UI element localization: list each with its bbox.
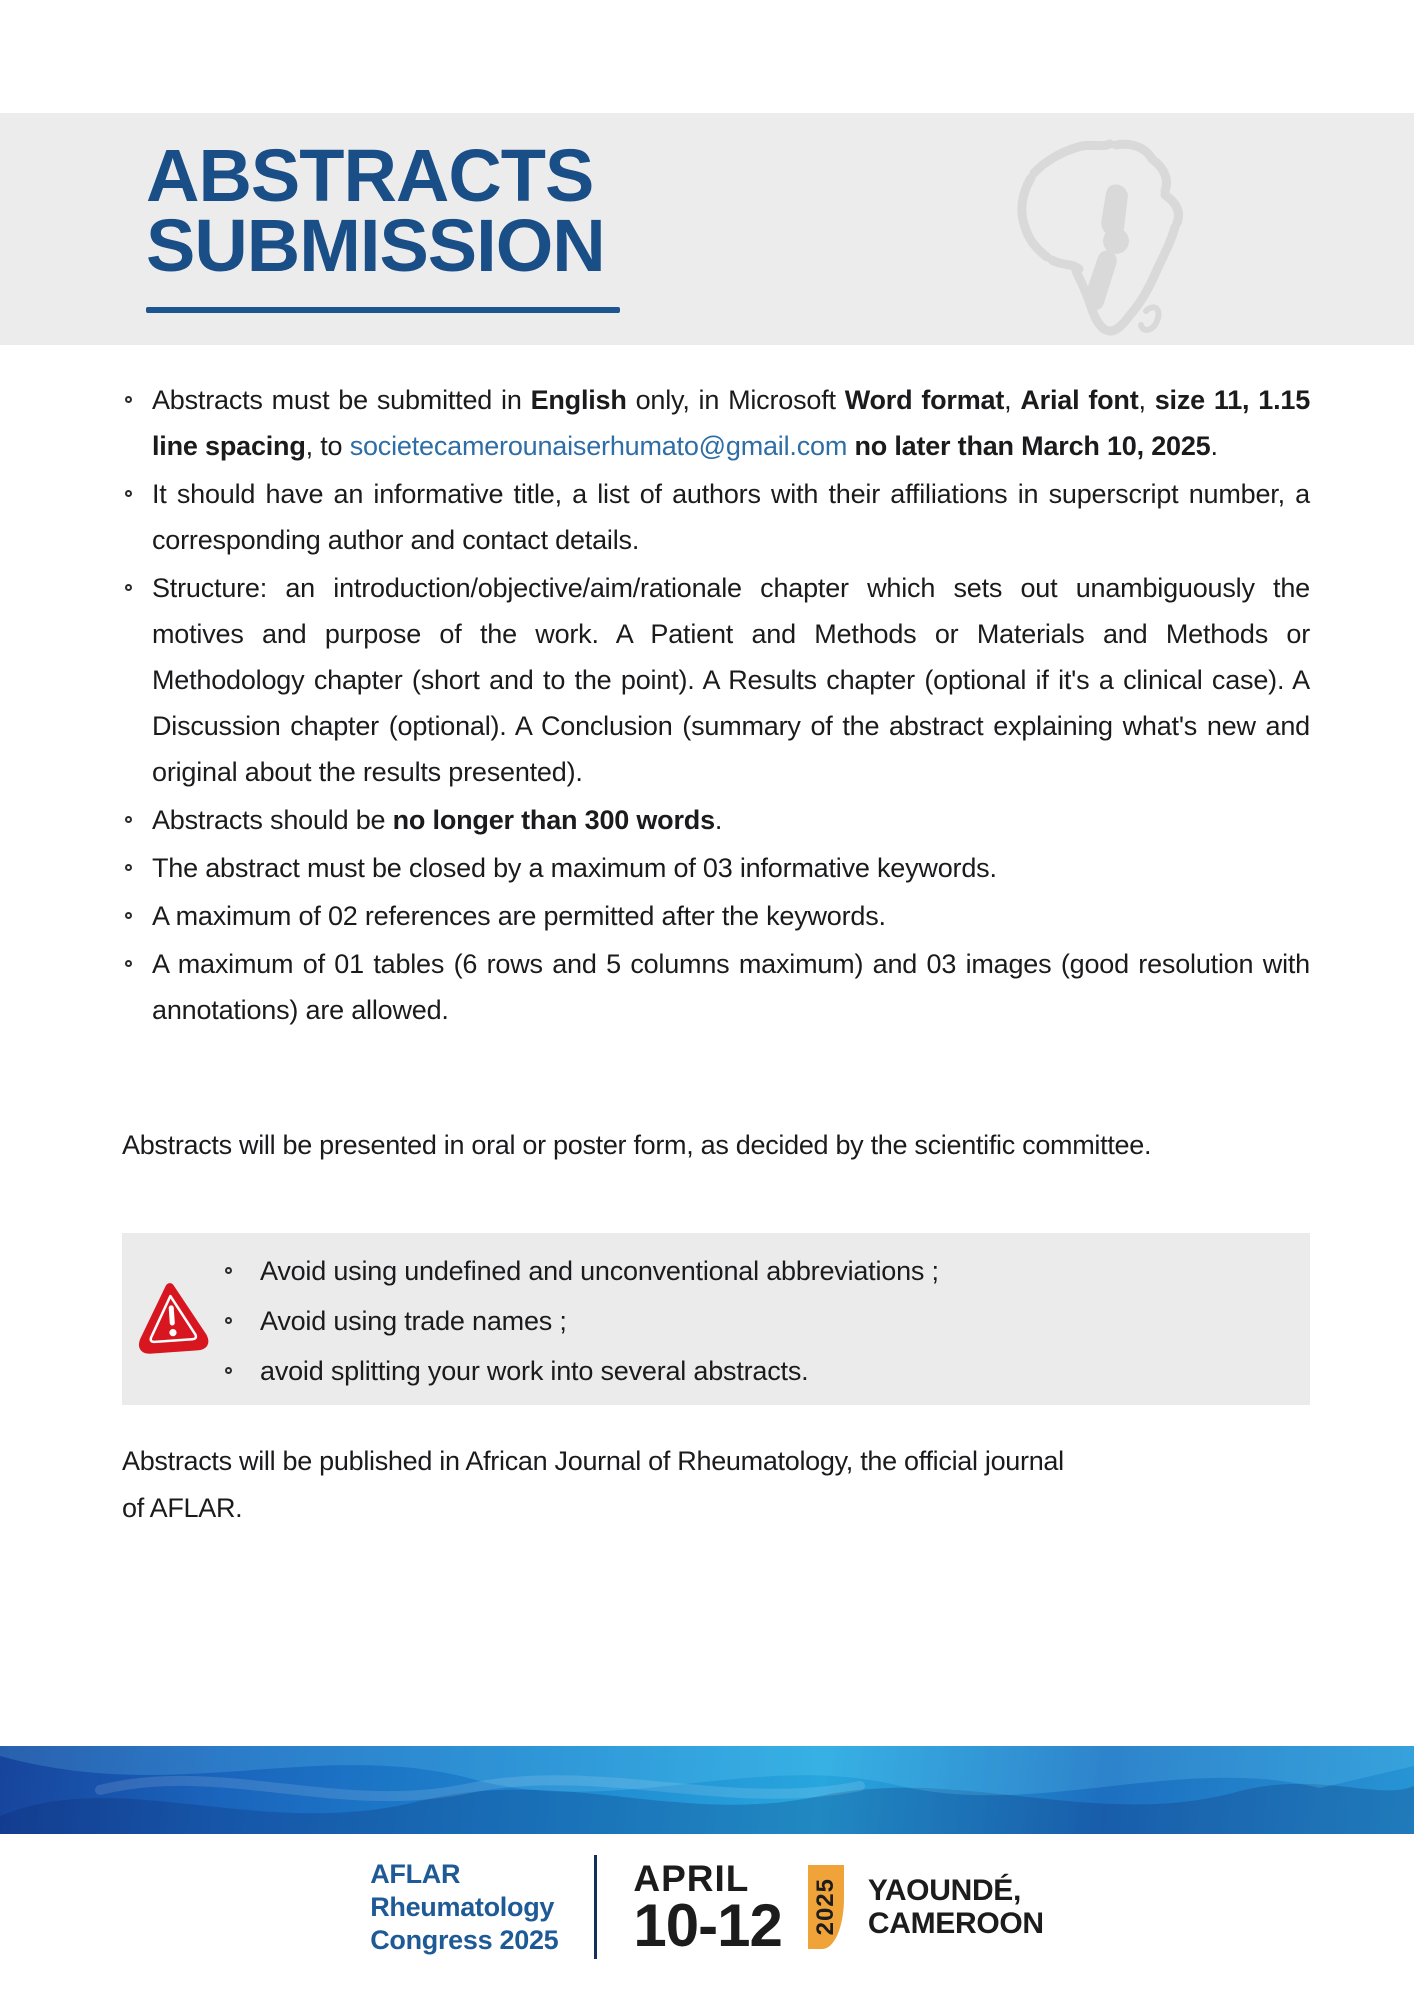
publication-note-line2: of AFLAR.	[122, 1493, 243, 1523]
warning-list-item	[222, 1304, 939, 1338]
footer-wave-band	[0, 1746, 1414, 1834]
warning-list	[222, 1250, 939, 1388]
page-title-line2: SUBMISSION	[146, 204, 605, 287]
page-header	[0, 113, 1414, 345]
warning-triangle-icon	[122, 1280, 222, 1358]
congress-name-line1: AFLAR	[370, 1858, 461, 1889]
list-item	[122, 893, 1310, 939]
body-text: .	[714, 805, 723, 835]
congress-name	[370, 1858, 558, 1957]
presentation-note: Abstracts will be presented in oral or poster form, as decided by the scientific committee.	[122, 1130, 1152, 1160]
congress-name-line3: Congress 2025	[370, 1924, 559, 1955]
year-ribbon-label: 2025	[811, 1878, 839, 1936]
footer-divider	[594, 1855, 597, 1959]
body-text: ,	[1004, 385, 1021, 415]
title-underline	[146, 307, 620, 313]
email-link[interactable]: societecamerounaiserhumato@gmail.com	[349, 431, 848, 461]
warning-box	[122, 1233, 1310, 1405]
list-item	[122, 471, 1310, 563]
list-item	[122, 797, 1310, 843]
bullet-marker-icon	[125, 584, 132, 591]
bold-text: Word format	[844, 385, 1005, 415]
warning-text: Avoid using trade names ;	[260, 1306, 567, 1336]
body-text: Abstracts must be submitted in	[152, 385, 531, 415]
body-text: A maximum of 01 tables (6 rows and 5 columns maximum) and 03 images (good resolution with annotations) are allowed.	[152, 949, 1310, 1025]
bullet-marker-icon	[125, 396, 132, 403]
list-item	[122, 845, 1310, 891]
list-item	[122, 565, 1310, 795]
body-text: , to	[305, 431, 350, 461]
list-item	[122, 941, 1310, 1033]
body-text: It should have an informative title, a list of authors with their affiliations in superscript number, a corresponding author and contact details.	[152, 479, 1310, 555]
bold-text: no longer than 300 words	[392, 805, 715, 835]
body-text: The abstract must be closed by a maximum of 03 informative keywords.	[152, 853, 997, 883]
warning-list-item	[222, 1254, 939, 1288]
page-title	[146, 134, 605, 287]
bold-text: Arial font	[1020, 385, 1139, 415]
warning-list-item	[222, 1354, 939, 1388]
bullet-marker-icon	[225, 1267, 232, 1274]
body-text: A maximum of 02 references are permitted after the keywords.	[152, 901, 886, 931]
body-text: Abstracts should be	[152, 805, 393, 835]
body-text: Structure: an introduction/objective/aim/rationale chapter which sets out unambiguously the motives and purpose of the work. A Patient and Methods or Materials and Methods or Methodology chapter (short and to the point). A Results chapter (optional if it's a clinical case). A Discussion chapter (optional). A Conclusion (summary of the abstract explaining what's new and original about the results presented).	[152, 573, 1310, 787]
bold-text: no later than March 10, 2025	[854, 431, 1211, 461]
warning-text: Avoid using undefined and unconventional abbreviations ;	[260, 1256, 939, 1286]
warning-text: avoid splitting your work into several abstracts.	[260, 1356, 809, 1386]
congress-month: APRIL	[633, 1858, 750, 1899]
bold-text: English	[530, 385, 627, 415]
congress-date	[633, 1858, 782, 1959]
congress-country: CAMEROON	[867, 1907, 1044, 1940]
bullet-marker-icon	[125, 864, 132, 871]
congress-footer	[0, 1855, 1414, 1959]
congress-city: YAOUNDÉ,	[867, 1874, 1022, 1907]
publication-note-line1: Abstracts will be published in African Journal of Rheumatology, the official journal	[122, 1446, 1064, 1476]
page-title-line1: ABSTRACTS	[146, 134, 594, 217]
list-item	[122, 377, 1310, 469]
bullet-marker-icon	[125, 960, 132, 967]
bullet-marker-icon	[225, 1367, 232, 1374]
body-text: only, in Microsoft	[626, 385, 845, 415]
congress-days: 10-12	[633, 1892, 782, 1959]
bullet-marker-icon	[125, 490, 132, 497]
bold-text: size 11, 1.15 line spacing	[152, 385, 1311, 461]
africa-map-icon	[1012, 133, 1197, 343]
body-text: ,	[1138, 385, 1155, 415]
bullet-marker-icon	[125, 912, 132, 919]
congress-location	[868, 1874, 1044, 1940]
abstract-rules-list	[122, 377, 1310, 1035]
publication-note	[122, 1438, 1064, 1532]
bullet-marker-icon	[225, 1317, 232, 1324]
year-ribbon	[808, 1865, 844, 1949]
bullet-marker-icon	[125, 816, 132, 823]
congress-name-line2: Rheumatology	[370, 1891, 555, 1922]
body-text: .	[1210, 431, 1218, 461]
